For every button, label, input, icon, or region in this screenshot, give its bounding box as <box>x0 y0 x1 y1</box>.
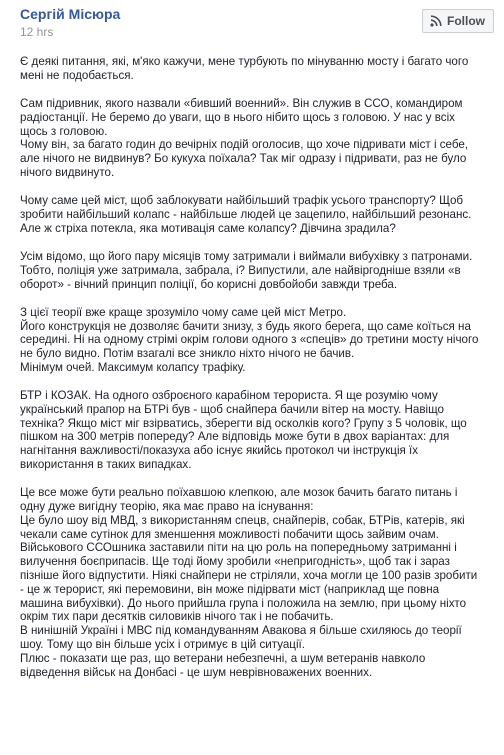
post-text-line: Плюс - показати ще раз, що ветерани небезпечні, а шум ветеранів навколо <box>20 651 426 665</box>
post-paragraph <box>20 306 496 375</box>
post-text-line: радіостанції. Не беремо до уваги, що в нього нібито щось з головою. У нас у всіх <box>20 110 455 124</box>
post-paragraph <box>20 194 496 235</box>
post-text-line: середині. Ні на одному стрімі окрім голови одного з «спеців» до третини мосту нічого <box>20 333 479 347</box>
post-header <box>12 0 504 48</box>
follow-button-label: Follow <box>447 14 485 28</box>
post-text-line: Чому саме цей міст, щоб заблокувати найбільший трафік усього транспорту? Щоб <box>20 194 464 208</box>
post-timestamp-link[interactable]: 12 hrs <box>20 25 54 39</box>
post-text-line: зробити найбільший колапс - найбільше людей це зацепило, найбільший резонанс. <box>20 207 472 221</box>
rss-icon <box>430 15 442 27</box>
post-text-line: - це ж терорист, які перемовини, він може підірвати міст (наприклад ще повна <box>20 582 440 596</box>
post-text-line: Є деякі питання, які, м'яко кажучи, мене турбують по мінуванню мосту і багато чого <box>20 55 469 68</box>
post-text-line: чекали саме сутінок для зменшення можливості побачити щось зайвим очам. <box>20 527 439 541</box>
post-text-line: техніка? Якщо міст міг взірватись, зберегти від осколків кого? Групу з 5 чоловік, що <box>20 416 467 430</box>
post-text-line: Військового ССОшника заставили піти на цю роль на попередньому затриманні і <box>20 541 457 555</box>
post-text-line: Сам підривник, якого назвали «бивший военний». Він служив в ССО, командиром <box>20 96 463 110</box>
post-text-line: Але ж стріха потекла, яка мотивація саме колапсу? Дівчина зрадила? <box>20 221 396 235</box>
post-text-line: щось з головою. <box>20 124 108 138</box>
author-name-link[interactable]: Сергій Місюра <box>20 6 121 22</box>
post-text-line: Його конструкція не дозволяє бачити знизу, з будь якого берега, що саме коїться на <box>20 319 471 333</box>
post-paragraph <box>20 97 496 180</box>
post-text-line: одну дуже вигідну теорію, яка має право на існування: <box>20 500 314 514</box>
post-text-line: Чому він, за багато годин до вечірніх подій оголосив, що хоче підривати міст і себе, <box>20 138 469 152</box>
post-body <box>20 55 496 694</box>
post-text-line: оборот» - вічний принцип поліції, бо корисні довбойоби завжди треба. <box>20 277 398 291</box>
post-text-line: нагнітання важливості/показуха або існує якийсь протокол чи інструкція їх <box>20 444 419 458</box>
post-text-line: відведення військ на Донбасі - це шум неврівноважених военних. <box>20 665 373 679</box>
post-text-line: не було видно. Потім взагалі все зникло ніхто нічого не бачив. <box>20 347 355 361</box>
post-text-line: окрім тих пари десятків силовиків нічого так і не побачить. <box>20 610 334 624</box>
post-text-line: Це було шоу від МВД, з використанням спецв, снайперів, собак, БТРів, катерів, які <box>20 513 465 527</box>
post-paragraph <box>20 250 496 291</box>
post-text-line: Усім відомо, що його пару місяців тому затримали і виймали вибухівку з патронами. <box>20 249 473 263</box>
post-text-line: Це все може бути реально поїхавшою клепкою, але мозок бачить багато питань і <box>20 486 458 500</box>
post-text-line: В нинішній Україні і МВС під командуванням Авакова я більше схиляюсь до теорії <box>20 624 462 638</box>
post-text-line: але нічого не видвинув? Бо кукуха поїхала? Так міг одразу і підривати, раз не було <box>20 152 467 166</box>
post-text-line: пішком на 300 метрів попереду? Але відповідь може бути в двох варіантах: для <box>20 430 450 444</box>
post-text-line: використання в таких випадках. <box>20 458 192 472</box>
post-paragraph <box>20 389 496 472</box>
post-text-line: шоу. Тому що він більше усіх і отримує в цій ситуації. <box>20 638 305 652</box>
post-text-line: З цієї теорії вже краще зрозуміло чому саме цей міст Метро. <box>20 305 347 319</box>
post-text-line: вилучення боєприпасів. Ще тоді йому зробили «непригодність», щоб так і зараз <box>20 555 450 569</box>
post-paragraph <box>20 486 496 679</box>
post-text-line: український прапор на БТРі був - щоб снайпера бачили вітер на мосту. Навіщо <box>20 402 444 416</box>
post-text-line: Мінімум очей. Максимум колапсу трафіку. <box>20 360 246 374</box>
post-text-line: пізніше його відпустити. Ніякі снайпери не стріляли, хоча могли це 100 разів зробити <box>20 569 478 583</box>
post-text-line: нічого видвинуто. <box>20 165 115 179</box>
post-text-line: мені не подобається. <box>20 68 134 82</box>
post-text-line: Тобто, поліція уже затримала, забрала, і? Випустили, але найвіргодніше взяли «в <box>20 263 461 277</box>
post-paragraph <box>20 55 496 83</box>
post-text-line: машина вибухівки). До нього прийшла група і положила на землю, при цьому ніхто <box>20 596 467 610</box>
post-text-line: БТР і КОЗАК. На одного озброєного карабіном терориста. Я ще розумію чому <box>20 389 438 403</box>
follow-button[interactable] <box>422 9 494 33</box>
